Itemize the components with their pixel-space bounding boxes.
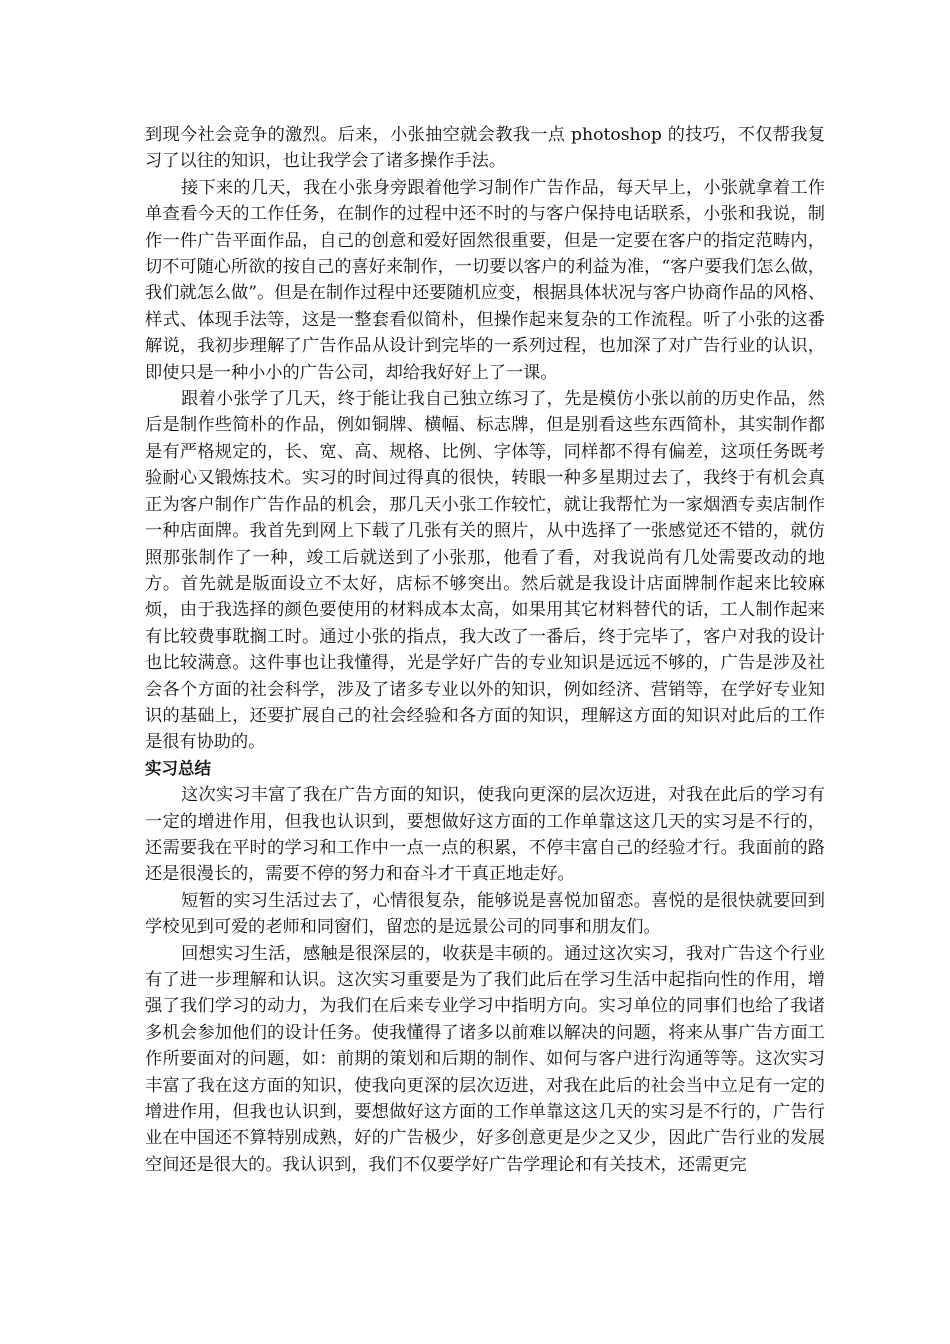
paragraph-independent-practice: 跟着小张学了几天，终于能让我自己独立练习了，先是模仿小张以前的历史作品，然后是制作些简朴的作品，例如铜牌、横幅、标志牌，但是别看这些东西简朴，其实制作都是有严格规定的，长、宽、高、规格、比例、字体等，同样都不得有偏差，这项任务既考验耐心又锻炼技术。实习的时间过得真的很快，转眼一种多星期过去了，我终于有机会真正为客户制作广告作品的机会，那几天小张工作较忙，就让我帮忙为一家烟酒专卖店制作一种店面牌。我首先到网上下载了几张有关的照片，从中选择了一张感觉还不错的，就仿照那张制作了一种，竣工后就送到了小张那，他看了看，对我说尚有几处需要改动的地方。首先就是版面设立不太好，店标不够突出。然后就是我设计店面牌制作起来比较麻烦，由于我选择的颜色要使用的材料成本太高，如果用其它材料替代的话，工人制作起来有比较费事耽搁工时。通过小张的指点，我大改了一番后，终于完毕了，客户对我的设计也比较满意。这件事也让我懂得，光是学好广告的专业知识是远远不够的，广告是涉及社会各个方面的社会科学，涉及了诸多专业以外的知识，例如经济、营销等，在学好专业知识的基础上，还要扩展自己的社会经验和各方面的知识，理解这方面的知识对此后的工作是很有协助的。 — [145, 389, 825, 753]
paragraph-summary-knowledge: 这次实习丰富了我在广告方面的知识，使我向更深的层次迈进，对我在此后的学习有一定的增进作用，但我也认识到，要想做好这方面的工作单靠这这几天的实习是不行的，还需要我在平时的学习和工作中一点一点的积累，不停丰富自己的经验才行。我面前的路还是很漫长的，需要不停的努力和奋斗才干真正地走好。 — [145, 785, 825, 885]
paragraph-summary-reflection: 回想实习生活，感触是很深层的，收获是丰硕的。通过这次实习，我对广告这个行业有了进一步理解和认识。这次实习重要是为了我们此后在学习生活中起指向性的作用，增强了我们学习的动力，为我们在后来专业学习中指明方向。实习单位的同事们也给了我诸多机会参加他们的设计任务。使我懂得了诸多以前难以解决的问题，将来从事广告方面工作所要面对的问题，如：前期的策划和后期的制作、如何与客户进行沟通等等。这次实习丰富了我在这方面的知识，使我向更深的层次迈进，对我在此后的社会当中立足有一定的增进作用，但我也认识到，要想做好这方面的工作单靠这这几天的实习是不行的，广告行业在中国还不算特别成熟，好的广告极少，好多创意更是少之又少，因此广告行业的发展空间还是很大的。我认识到，我们不仅要学好广告学理论和有关技术，还需更完 — [145, 943, 825, 1175]
paragraph-continuation: 到现今社会竞争的激烈。后来，小张抽空就会教我一点 photoshop 的技巧，不仅帮我复习了以往的知识，也让我学会了诸多操作手法。 — [145, 125, 825, 172]
paragraph-summary-feelings: 短暂的实习生活过去了，心情很复杂，能够说是喜悦加留恋。喜悦的是很快就要回到学校见到可爱的老师和同窗们，留恋的是远景公司的同事和朋友们。 — [145, 890, 825, 938]
paragraph-daily-work: 接下来的几天，我在小张身旁跟着他学习制作广告作品，每天早上，小张就拿着工作单查看今天的工作任务，在制作的过程中还不时的与客户保持电话联系，小张和我说，制作一件广告平面作品，自己的创意和爱好固然很重要，但是一定要在客户的指定范畴内，切不可随心所欲的按自己的喜好来制作，一切要以客户的利益为准，“客户要我们怎么做，我们就怎么做”。但是在制作过程中还要随机应变，根据具体状况与客户协商作品的风格、样式、体现手法等，这是一整套看似简朴，但操作起来复杂的工作流程。听了小张的这番解说，我初步理解了广告作品从设计到完毕的一系列过程，也加深了对广告行业的认识，即使只是一种小小的广告公司，却给我好好上了一课。 — [145, 177, 825, 383]
section-heading-internship-summary: 实习总结 — [145, 758, 211, 778]
document-page — [145, 122, 825, 1178]
